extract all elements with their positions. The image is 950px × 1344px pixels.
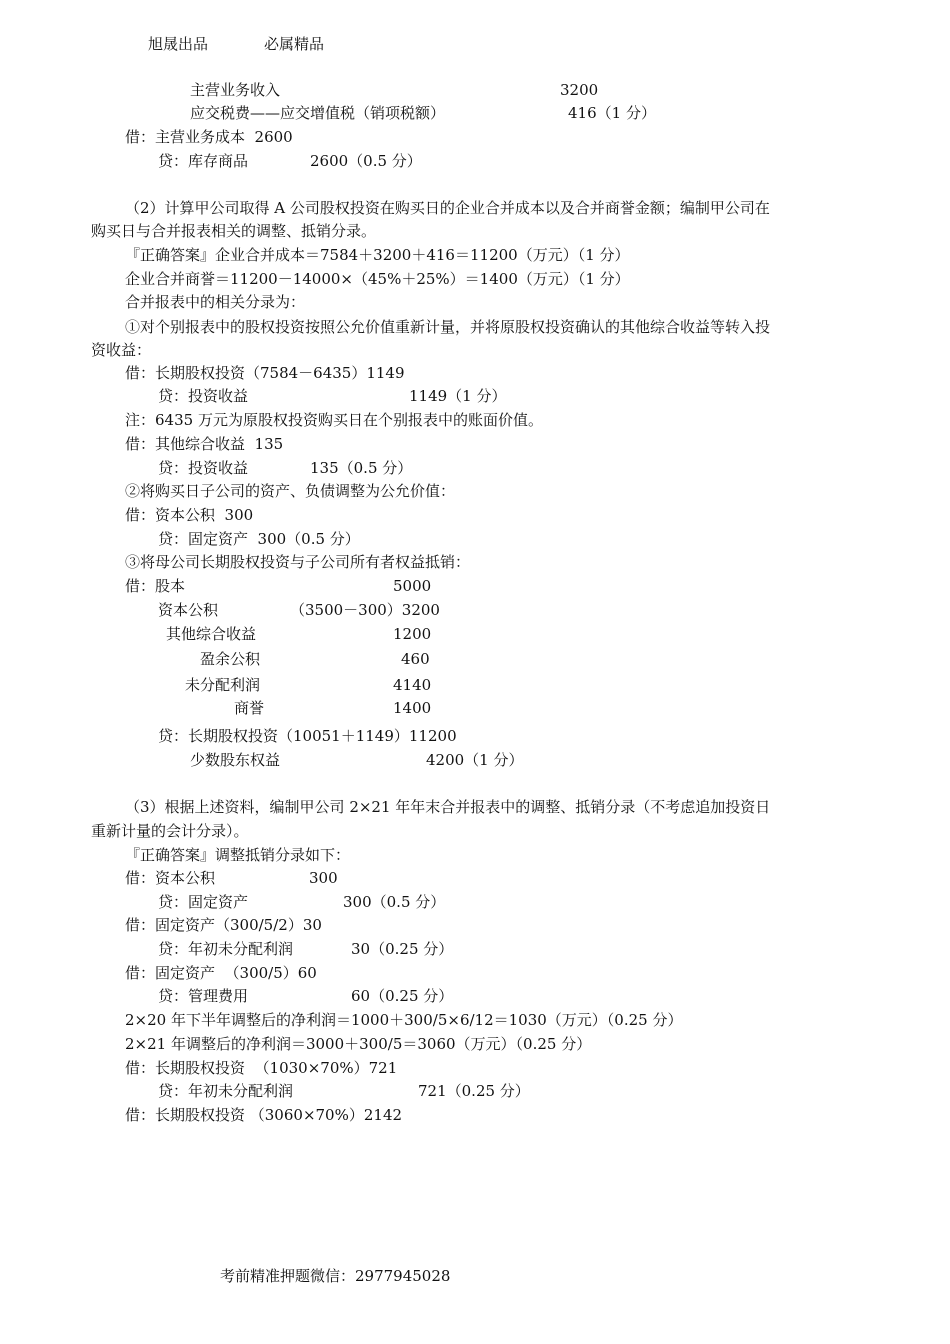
text-line: 贷：长期股权投资（10051＋1149）11200 [158, 727, 457, 745]
amount: 5000 [393, 577, 432, 595]
text-line: 借：主营业务成本 2600 [125, 128, 293, 146]
text-line: 贷：投资收益 [158, 387, 249, 405]
text-line: 少数股东权益 [190, 751, 281, 769]
header-left: 旭晟出品 [148, 35, 209, 53]
text-line: ②将购买日子公司的资产、负债调整为公允价值： [125, 482, 456, 500]
text-line: 其他综合收益 [166, 625, 257, 643]
text-line: 商誉 [234, 699, 265, 717]
text-line: 2×20 年下半年调整后的净利润＝1000＋300/5×6/12＝1030（万元）（0.25 分） [125, 1011, 683, 1029]
amount: 460 [401, 650, 430, 668]
footer-contact: 考前精准押题微信：2977945028 [220, 1267, 451, 1285]
text-line: 资收益： [91, 341, 152, 359]
amount: 416（1 分） [568, 104, 656, 122]
question-line: 重新计量的会计分录）。 [91, 822, 249, 840]
text-line: 盈余公积 [200, 650, 261, 668]
amount: 721（0.25 分） [418, 1082, 530, 1100]
text-line: 借：长期股权投资 （3060×70%）2142 [125, 1106, 403, 1124]
amount: 135（0.5 分） [310, 459, 413, 477]
answer-line: 『正确答案』企业合并成本＝7584＋3200＋416＝11200（万元）（1 分） [125, 246, 630, 264]
text-line: 借：资本公积 [125, 869, 216, 887]
text-line: 贷：投资收益 [158, 459, 249, 477]
text-line: 合并报表中的相关分录为： [125, 293, 306, 311]
text-line: 贷：固定资产 300（0.5 分） [158, 530, 360, 548]
text-line: 未分配利润 [185, 676, 261, 694]
amount: 1400 [393, 699, 432, 717]
text-line: 企业合并商誉＝11200－14000×（45%＋25%）＝1400（万元）（1 分） [125, 270, 630, 288]
note-line: 注：6435 万元为原股权投资购买日在个别报表中的账面价值。 [125, 411, 543, 429]
text-line: 应交税费——应交增值税（销项税额） [190, 104, 446, 122]
amount: 2600（0.5 分） [310, 152, 422, 170]
text-line: 借：长期股权投资 （1030×70%）721 [125, 1059, 398, 1077]
text-line: 贷：年初未分配利润 [158, 940, 294, 958]
text-line: 资本公积 [158, 601, 219, 619]
question-line: 购买日与合并报表相关的调整、抵销分录。 [91, 222, 377, 240]
amount: 1200 [393, 625, 432, 643]
text-line: 借：资本公积 300 [125, 506, 254, 524]
text-line: ①对个别报表中的股权投资按照公允价值重新计量，并将原股权投资确认的其他综合收益等转入投 [125, 318, 771, 336]
question-line: （2）计算甲公司取得 A 公司股权投资在购买日的企业合并成本以及合并商誉金额；编制甲公司在 [125, 199, 770, 217]
amount: 4140 [393, 676, 432, 694]
text-line: 贷：固定资产 [158, 893, 249, 911]
text-line: 主营业务收入 [190, 81, 281, 99]
amount: （3500－300）3200 [290, 601, 440, 619]
text-line: 借：股本 [125, 577, 186, 595]
amount: 60（0.25 分） [351, 987, 454, 1005]
question-line: （3）根据上述资料，编制甲公司 2×21 年年末合并报表中的调整、抵销分录（不考虑追加投资日 [125, 798, 771, 816]
answer-line: 『正确答案』调整抵销分录如下： [125, 846, 351, 864]
amount: 3200 [560, 81, 599, 99]
header-right: 必属精品 [264, 35, 325, 53]
text-line: 2×21 年调整后的净利润＝3000＋300/5＝3060（万元）（0.25 分） [125, 1035, 592, 1053]
amount: 4200（1 分） [426, 751, 524, 769]
text-line: 借：其他综合收益 135 [125, 435, 284, 453]
amount: 300 [309, 869, 338, 887]
text-line: 贷：库存商品 [158, 152, 249, 170]
amount: 300（0.5 分） [343, 893, 446, 911]
amount: 30（0.25 分） [351, 940, 454, 958]
text-line: 贷：管理费用 [158, 987, 249, 1005]
text-line: ③将母公司长期股权投资与子公司所有者权益抵销： [125, 553, 471, 571]
text-line: 借：固定资产 （300/5）60 [125, 964, 317, 982]
text-line: 贷：年初未分配利润 [158, 1082, 294, 1100]
amount: 1149（1 分） [409, 387, 507, 405]
text-line: 借：长期股权投资（7584－6435）1149 [125, 364, 405, 382]
text-line: 借：固定资产（300/5/2）30 [125, 916, 322, 934]
